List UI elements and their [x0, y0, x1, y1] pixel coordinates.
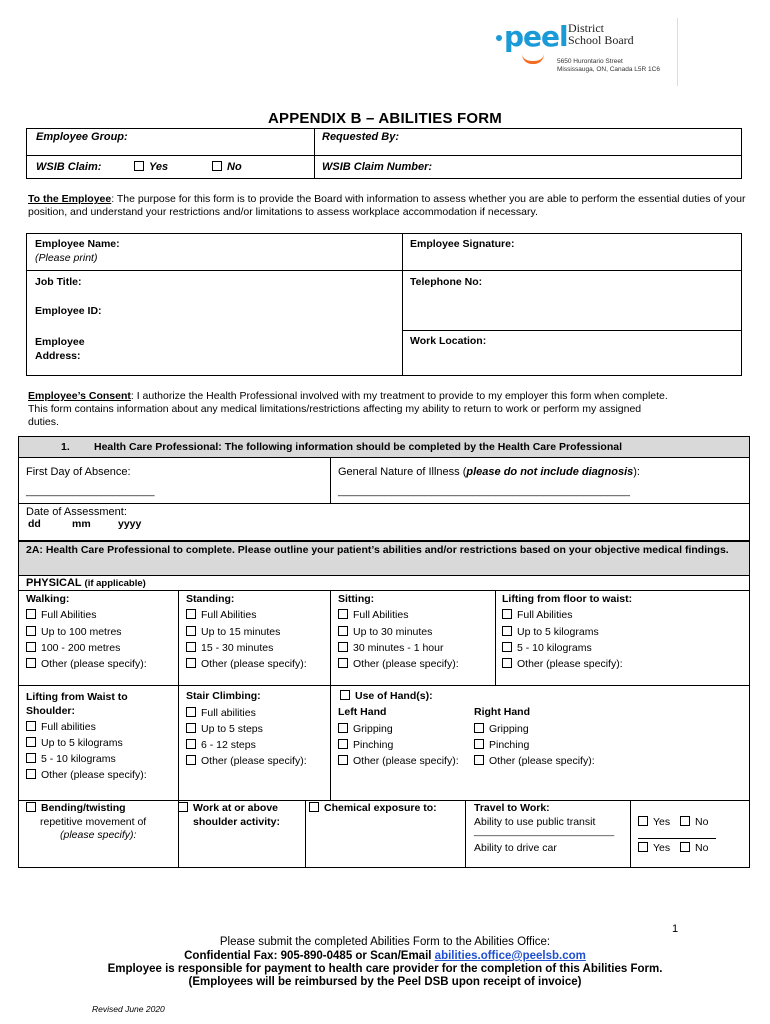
checkbox[interactable]: [186, 642, 196, 652]
checkbox[interactable]: [474, 755, 484, 765]
footer-line2: Confidential Fax: 905-890-0485 or Scan/Email abilities.office@peelsb.com: [184, 950, 586, 962]
use-of-hands[interactable]: Use of Hand(s):: [340, 690, 433, 702]
work-above-line2: shoulder activity:: [193, 816, 280, 828]
wsib-claim-label: WSIB Claim:: [36, 161, 102, 173]
employee-name-label: Employee Name:: [35, 238, 120, 250]
abilities-email-link[interactable]: abilities.office@peelsb.com: [434, 950, 586, 962]
logo-address: 5650 Hurontario Street Mississauga, ON, Canada L5R 1C6: [557, 58, 660, 73]
bending-line3: (please specify):: [60, 829, 137, 841]
checkbox[interactable]: [340, 690, 350, 700]
right-pinching[interactable]: Pinching: [474, 739, 529, 751]
checkbox[interactable]: [309, 802, 319, 812]
work-above-shoulder[interactable]: Work at or above: [178, 802, 278, 814]
travel-blank: ____________________________: [474, 826, 615, 836]
standing-15-30[interactable]: 15 - 30 minutes: [186, 642, 273, 654]
checkbox[interactable]: [338, 642, 348, 652]
checkbox[interactable]: [186, 755, 196, 765]
checkbox[interactable]: [474, 723, 484, 733]
stair-5[interactable]: Up to 5 steps: [186, 723, 263, 735]
checkbox[interactable]: [26, 753, 36, 763]
walking-title: Walking:: [26, 593, 70, 605]
section1-number: 1.: [61, 441, 70, 453]
walking-full[interactable]: Full Abilities: [26, 609, 96, 621]
lifting-floor-title: Lifting from floor to waist:: [502, 593, 633, 605]
section2a-heading: 2A: Health Care Professional to complete. Please outline your patient’s abilities and/or restrictions based on your objective medical findings.: [26, 544, 729, 556]
bending-twisting[interactable]: Bending/twisting: [26, 802, 126, 814]
stair-other[interactable]: Other (please specify):: [186, 755, 307, 767]
form-title: APPENDIX B – ABILITIES FORM: [267, 110, 503, 127]
stair-full[interactable]: Full abilities: [186, 707, 256, 719]
left-hand-title: Left Hand: [338, 706, 387, 718]
checkbox[interactable]: [186, 658, 196, 668]
checkbox[interactable]: [680, 816, 690, 826]
employee-info-box: [26, 233, 742, 376]
walking-100-200[interactable]: 100 - 200 metres: [26, 642, 120, 654]
checkbox[interactable]: [26, 609, 36, 619]
date-of-assessment-label: Date of Assessment:: [26, 506, 127, 518]
checkbox[interactable]: [26, 721, 36, 731]
page-number: 1: [672, 923, 679, 935]
checkbox[interactable]: [26, 802, 36, 812]
sitting-title: Sitting:: [338, 593, 375, 605]
checkbox[interactable]: [338, 609, 348, 619]
lifting-floor-other[interactable]: Other (please specify):: [502, 658, 623, 670]
checkbox[interactable]: [338, 658, 348, 668]
drive-car-no[interactable]: No: [680, 842, 708, 854]
standing-title: Standing:: [186, 593, 235, 605]
wsib-no-option[interactable]: No: [212, 161, 242, 173]
lifting-waist-full[interactable]: Full abilities: [26, 721, 96, 733]
stair-6-12[interactable]: 6 - 12 steps: [186, 739, 256, 751]
lifting-waist-5[interactable]: Up to 5 kilograms: [26, 737, 123, 749]
checkbox[interactable]: [338, 755, 348, 765]
to-employee-paragraph: To the Employee: The purpose for this form is to provide the Board with information to assess whether you are able to perform the essential duties of your position, and understand your restrictions and/or limitations to assess workplace accommodation if necessary.: [28, 193, 746, 218]
sitting-full[interactable]: Full Abilities: [338, 609, 408, 621]
checkbox[interactable]: [26, 658, 36, 668]
right-gripping[interactable]: Gripping: [474, 723, 529, 735]
wsib-claim-number-label: WSIB Claim Number:: [322, 161, 433, 173]
date-mm: mm: [72, 518, 91, 530]
date-yyyy: yyyy: [118, 518, 142, 530]
employee-address-label: Employee Address:: [35, 336, 85, 362]
illness-blank[interactable]: __________________________________________________: [338, 485, 630, 497]
logo-name: District School Board: [568, 21, 634, 47]
requested-by-label: Requested By:: [322, 131, 400, 143]
travel-title: Travel to Work:: [474, 802, 550, 814]
checkbox[interactable]: [178, 802, 188, 812]
footer-line1: Please submit the completed Abilities Form to the Abilities Office:: [219, 936, 551, 948]
right-hand-title: Right Hand: [474, 706, 530, 718]
checkbox[interactable]: [186, 723, 196, 733]
date-dd: dd: [28, 518, 41, 530]
employee-group-label: Employee Group:: [36, 131, 128, 143]
lifting-waist-other[interactable]: Other (please specify):: [26, 769, 147, 781]
peel-dsb-logo: [494, 18, 678, 86]
job-title-label: Job Title:: [35, 276, 82, 288]
checkbox[interactable]: [186, 626, 196, 636]
drive-car-yes[interactable]: Yes: [638, 842, 670, 854]
checkbox[interactable]: [26, 626, 36, 636]
checkbox[interactable]: [186, 609, 196, 619]
checkbox[interactable]: [502, 609, 512, 619]
checkbox[interactable]: [26, 769, 36, 779]
checkbox[interactable]: [680, 842, 690, 852]
footer-line3: Employee is responsible for payment to health care provider for the completion of this Abilities Form.: [107, 963, 663, 975]
checkbox[interactable]: [338, 739, 348, 749]
sitting-30-60[interactable]: 30 minutes - 1 hour: [338, 642, 443, 654]
checkbox[interactable]: [26, 642, 36, 652]
standing-15[interactable]: Up to 15 minutes: [186, 626, 280, 638]
checkbox[interactable]: [474, 739, 484, 749]
chemical-exposure[interactable]: Chemical exposure to:: [309, 802, 437, 814]
section1-heading: Health Care Professional: The following information should be completed by the Health Care Professional: [94, 441, 622, 453]
consent-paragraph: Employee’s Consent: I authorize the Health Professional involved with my treatment to provide to my employer this form when complete. This form contains information about any medical limitations/restrictions affecting my ability to return to work or perform my assigned duties.: [28, 390, 668, 428]
bending-line2: repetitive movement of: [40, 816, 147, 828]
checkbox[interactable]: [134, 161, 144, 171]
sitting-other[interactable]: Other (please specify):: [338, 658, 459, 670]
lifting-floor-full[interactable]: Full Abilities: [502, 609, 572, 621]
public-transit-yes[interactable]: Yes: [638, 816, 670, 828]
logo-dot-icon: [496, 35, 502, 41]
lifting-floor-5[interactable]: Up to 5 kilograms: [502, 626, 599, 638]
standing-other[interactable]: Other (please specify):: [186, 658, 307, 670]
stair-title: Stair Climbing:: [186, 690, 261, 702]
checkbox[interactable]: [502, 626, 512, 636]
lifting-waist-5-10[interactable]: 5 - 10 kilograms: [26, 753, 116, 765]
public-transit-no[interactable]: No: [680, 816, 708, 828]
walking-100[interactable]: Up to 100 metres: [26, 626, 122, 638]
employee-name-sub: (Please print): [35, 252, 98, 264]
left-other[interactable]: Other (please specify):: [338, 755, 459, 767]
logo-wordmark: peel: [496, 20, 568, 53]
wsib-yes-option[interactable]: Yes: [134, 161, 168, 173]
standing-full[interactable]: Full Abilities: [186, 609, 256, 621]
checkbox[interactable]: [338, 723, 348, 733]
walking-other[interactable]: Other (please specify):: [26, 658, 147, 670]
telephone-label: Telephone No:: [410, 276, 483, 288]
left-gripping[interactable]: Gripping: [338, 723, 393, 735]
checkbox[interactable]: [26, 737, 36, 747]
first-day-blank[interactable]: ______________________: [26, 485, 155, 497]
checkbox[interactable]: [638, 816, 648, 826]
checkbox[interactable]: [502, 642, 512, 652]
travel-drive-label: Ability to drive car: [474, 842, 557, 854]
logo-smile-icon: [522, 54, 544, 64]
physical-label: PHYSICAL (if applicable): [26, 577, 146, 589]
revised-date: Revised June 2020: [92, 1004, 165, 1014]
travel-public-label: Ability to use public transit: [474, 816, 596, 828]
left-pinching[interactable]: Pinching: [338, 739, 393, 751]
footer-line4: (Employees will be reimbursed by the Peel DSB upon receipt of invoice): [188, 976, 582, 988]
checkbox[interactable]: [502, 658, 512, 668]
lifting-floor-5-10[interactable]: 5 - 10 kilograms: [502, 642, 592, 654]
lifting-waist-title: Lifting from Waist to Shoulder:: [26, 691, 128, 717]
checkbox[interactable]: [638, 842, 648, 852]
sitting-30[interactable]: Up to 30 minutes: [338, 626, 432, 638]
checkbox[interactable]: [186, 739, 196, 749]
employee-signature-label: Employee Signature:: [410, 238, 515, 250]
checkbox[interactable]: [186, 707, 196, 717]
right-other[interactable]: Other (please specify):: [474, 755, 595, 767]
checkbox[interactable]: [212, 161, 222, 171]
first-day-label: First Day of Absence:: [26, 466, 131, 478]
employee-id-label: Employee ID:: [35, 305, 102, 317]
work-location-label: Work Location:: [410, 335, 487, 347]
checkbox[interactable]: [338, 626, 348, 636]
illness-label: General Nature of Illness (please do not include diagnosis):: [338, 466, 640, 478]
